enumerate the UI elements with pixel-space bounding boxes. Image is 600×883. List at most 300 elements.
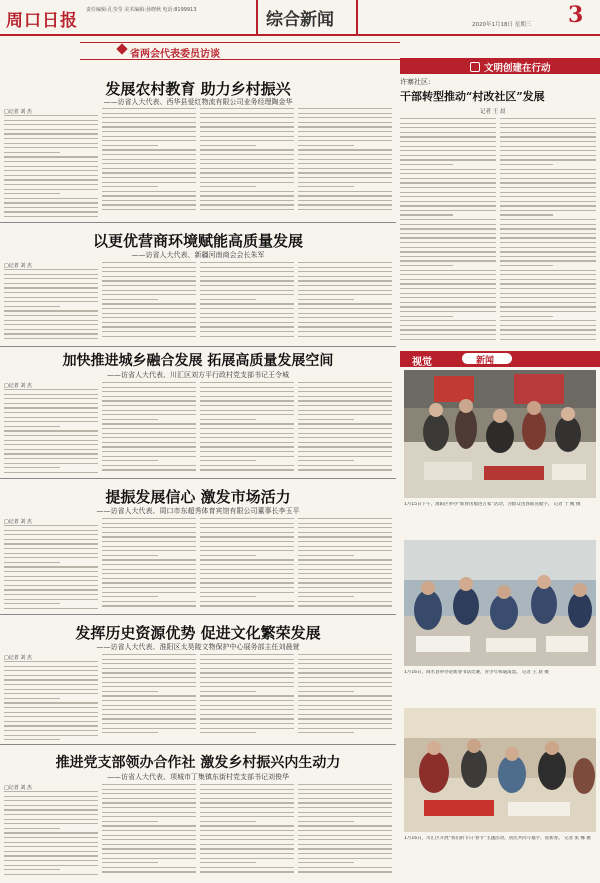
text-line bbox=[298, 546, 392, 547]
article-subtitle: ——访省人大代表、淮阳区太昊陵文物保护中心展务部主任刘晨萱 bbox=[96, 643, 300, 651]
text-line bbox=[298, 844, 392, 845]
text-line bbox=[102, 108, 196, 109]
text-line bbox=[4, 851, 98, 852]
text-line bbox=[102, 308, 196, 309]
text-line bbox=[298, 582, 392, 583]
text-line bbox=[4, 129, 98, 130]
text-line bbox=[200, 280, 294, 281]
text-line bbox=[400, 316, 453, 317]
text-line bbox=[200, 299, 256, 300]
text-line bbox=[298, 858, 392, 859]
text-line bbox=[298, 290, 392, 291]
text-line bbox=[200, 182, 294, 183]
text-line bbox=[4, 730, 98, 731]
text-line bbox=[298, 204, 392, 205]
text-line bbox=[102, 126, 196, 127]
text-line bbox=[200, 853, 294, 854]
article-byline: □记者 刘 杰 bbox=[4, 655, 32, 661]
text-line bbox=[298, 853, 392, 854]
text-line bbox=[200, 682, 294, 683]
text-line bbox=[298, 578, 392, 579]
article-text-column bbox=[298, 108, 392, 218]
news-photo-1 bbox=[404, 370, 596, 498]
text-line bbox=[4, 860, 98, 861]
text-line bbox=[102, 122, 196, 123]
text-line bbox=[500, 146, 596, 147]
text-line bbox=[102, 317, 196, 318]
text-line bbox=[500, 169, 596, 170]
text-line bbox=[102, 442, 196, 443]
text-line bbox=[200, 442, 294, 443]
text-line bbox=[200, 294, 294, 295]
text-line bbox=[200, 303, 294, 304]
text-line bbox=[400, 247, 496, 248]
text-line bbox=[4, 124, 98, 125]
text-line bbox=[200, 405, 294, 406]
text-line bbox=[102, 605, 196, 606]
text-line bbox=[102, 433, 196, 434]
text-line bbox=[102, 601, 196, 602]
text-line bbox=[102, 387, 196, 388]
text-line bbox=[200, 271, 294, 272]
text-line bbox=[4, 472, 98, 473]
text-line bbox=[102, 456, 196, 457]
text-line bbox=[298, 555, 354, 556]
text-line bbox=[102, 582, 196, 583]
text-line bbox=[500, 132, 596, 133]
text-line bbox=[4, 599, 98, 600]
photo-caption-2 bbox=[404, 670, 596, 706]
article-text-column bbox=[200, 262, 294, 342]
text-line bbox=[102, 186, 158, 187]
text-line bbox=[298, 871, 392, 872]
text-line bbox=[4, 800, 98, 801]
text-line bbox=[200, 536, 294, 537]
text-line bbox=[4, 421, 98, 422]
text-line bbox=[500, 297, 596, 298]
text-line bbox=[102, 705, 196, 706]
text-line bbox=[298, 326, 392, 327]
text-line bbox=[298, 428, 392, 429]
text-line bbox=[102, 423, 196, 424]
text-line bbox=[4, 805, 98, 806]
text-line bbox=[200, 807, 294, 808]
text-line bbox=[102, 578, 196, 579]
text-line bbox=[400, 118, 496, 119]
text-line bbox=[500, 205, 596, 206]
article-divider bbox=[0, 346, 396, 347]
text-line bbox=[500, 164, 553, 165]
text-line bbox=[500, 228, 596, 229]
photo-calligraphy-scene bbox=[404, 370, 596, 498]
text-line bbox=[102, 816, 196, 817]
text-line bbox=[102, 541, 196, 542]
text-line bbox=[4, 449, 98, 450]
text-line bbox=[298, 163, 392, 164]
text-line bbox=[400, 334, 496, 335]
text-line bbox=[298, 331, 392, 332]
text-line bbox=[4, 666, 98, 667]
text-line bbox=[200, 789, 294, 790]
text-line bbox=[4, 539, 98, 540]
article-text-column bbox=[298, 518, 392, 610]
text-line bbox=[200, 460, 256, 461]
text-line bbox=[200, 336, 294, 337]
text-line bbox=[200, 163, 294, 164]
text-line bbox=[4, 684, 98, 685]
text-line bbox=[102, 400, 196, 401]
text-line bbox=[4, 269, 98, 270]
text-line bbox=[200, 668, 294, 669]
text-line bbox=[298, 536, 392, 537]
text-line bbox=[102, 718, 196, 719]
text-line bbox=[400, 192, 496, 193]
text-line bbox=[102, 262, 196, 263]
text-line bbox=[298, 668, 392, 669]
text-line bbox=[200, 290, 294, 291]
text-line bbox=[102, 391, 196, 392]
text-line bbox=[200, 546, 294, 547]
text-line bbox=[4, 287, 98, 288]
text-line bbox=[102, 654, 196, 655]
article-title: 发挥历史资源优势 促进文化繁荣发展 bbox=[75, 624, 321, 642]
text-line bbox=[4, 301, 98, 302]
text-line bbox=[298, 569, 392, 570]
photo-credit: 记者 王 晨 摄 bbox=[522, 670, 549, 675]
text-line bbox=[200, 835, 294, 836]
text-line bbox=[4, 725, 98, 726]
text-line bbox=[298, 541, 392, 542]
text-line bbox=[4, 721, 98, 722]
news-tag-label: 新闻 bbox=[476, 356, 495, 366]
text-line bbox=[4, 661, 98, 662]
text-line bbox=[102, 682, 196, 683]
text-line bbox=[298, 654, 392, 655]
text-line bbox=[4, 161, 98, 162]
text-line bbox=[102, 419, 158, 420]
article-text-column bbox=[200, 518, 294, 610]
text-line bbox=[500, 178, 596, 179]
text-line bbox=[200, 204, 294, 205]
caption-text: 1月15日下午，淮阳区举办“新春送福进万家”活动，为群众送春联送福字。 bbox=[404, 502, 553, 507]
text-line bbox=[298, 113, 392, 114]
text-line bbox=[298, 200, 392, 201]
text-line bbox=[102, 527, 196, 528]
text-line bbox=[500, 256, 596, 257]
article-text-column bbox=[200, 108, 294, 218]
text-line bbox=[200, 523, 294, 524]
text-line bbox=[4, 576, 98, 577]
text-line bbox=[298, 117, 392, 118]
text-line bbox=[4, 557, 98, 558]
article-title: 加快推进城乡融合发展 拓展高质量发展空间 bbox=[62, 353, 334, 369]
civilization-banner-title: 文明创建在行动 bbox=[484, 63, 551, 74]
text-line bbox=[200, 550, 294, 551]
text-line bbox=[200, 555, 256, 556]
text-line bbox=[102, 113, 196, 114]
text-line bbox=[500, 279, 596, 280]
text-line bbox=[298, 714, 392, 715]
text-line bbox=[4, 306, 60, 307]
text-line bbox=[200, 592, 294, 593]
text-line bbox=[400, 219, 496, 220]
text-line bbox=[500, 270, 596, 271]
text-line bbox=[298, 830, 392, 831]
flag-icon bbox=[470, 62, 480, 72]
text-line bbox=[102, 280, 196, 281]
text-line bbox=[200, 149, 294, 150]
text-line bbox=[102, 285, 196, 286]
text-line bbox=[500, 306, 596, 307]
text-line bbox=[4, 832, 98, 833]
text-line bbox=[298, 186, 354, 187]
text-line bbox=[298, 191, 392, 192]
text-line bbox=[102, 825, 196, 826]
text-line bbox=[200, 848, 294, 849]
text-line bbox=[200, 276, 294, 277]
text-line bbox=[200, 844, 294, 845]
text-line bbox=[102, 536, 196, 537]
photo-caption-3 bbox=[404, 836, 596, 880]
article-byline: □记者 刘 杰 bbox=[4, 263, 32, 269]
text-line bbox=[500, 302, 596, 303]
text-line bbox=[102, 159, 196, 160]
text-line bbox=[4, 702, 98, 703]
text-line bbox=[4, 193, 60, 194]
text-line bbox=[102, 691, 158, 692]
text-line bbox=[102, 695, 196, 696]
text-line bbox=[200, 798, 294, 799]
text-line bbox=[500, 233, 596, 234]
text-line bbox=[200, 821, 256, 822]
text-line bbox=[102, 784, 196, 785]
text-line bbox=[200, 573, 294, 574]
text-line bbox=[102, 677, 196, 678]
text-line bbox=[102, 136, 196, 137]
text-line bbox=[400, 306, 496, 307]
text-line bbox=[200, 691, 256, 692]
text-line bbox=[200, 195, 294, 196]
text-line bbox=[500, 251, 596, 252]
text-line bbox=[4, 444, 98, 445]
text-line bbox=[298, 518, 392, 519]
text-line bbox=[400, 178, 496, 179]
text-line bbox=[4, 453, 98, 454]
text-line bbox=[102, 830, 196, 831]
text-line bbox=[102, 172, 196, 173]
article-title: 提振发展信心 激发市场活力 bbox=[105, 488, 291, 506]
text-line bbox=[200, 382, 294, 383]
text-line bbox=[298, 410, 392, 411]
text-line bbox=[500, 334, 596, 335]
text-line bbox=[4, 324, 98, 325]
text-line bbox=[500, 127, 596, 128]
text-line bbox=[102, 668, 196, 669]
text-line bbox=[200, 784, 294, 785]
text-line bbox=[200, 605, 294, 606]
text-line bbox=[200, 326, 294, 327]
text-line bbox=[400, 279, 496, 280]
text-line bbox=[200, 825, 294, 826]
text-line bbox=[4, 202, 98, 203]
page-number: 3 bbox=[568, 2, 584, 28]
article-text-column bbox=[4, 262, 98, 342]
article-title: 推进党支部领办合作社 激发乡村振兴内生动力 bbox=[55, 755, 341, 771]
text-line bbox=[298, 294, 392, 295]
text-line bbox=[102, 700, 196, 701]
text-line bbox=[400, 242, 496, 243]
text-line bbox=[400, 123, 496, 124]
text-line bbox=[4, 394, 98, 395]
text-line bbox=[400, 136, 496, 137]
text-line bbox=[500, 329, 596, 330]
text-line bbox=[102, 177, 196, 178]
text-line bbox=[102, 807, 196, 808]
text-line bbox=[298, 835, 392, 836]
text-line bbox=[200, 793, 294, 794]
text-line bbox=[4, 440, 98, 441]
text-line bbox=[200, 518, 294, 519]
text-line bbox=[4, 211, 98, 212]
text-line bbox=[102, 182, 196, 183]
text-line bbox=[102, 723, 196, 724]
text-line bbox=[400, 155, 496, 156]
text-line bbox=[102, 564, 196, 565]
text-line bbox=[102, 709, 196, 710]
text-line bbox=[102, 812, 196, 813]
text-line bbox=[400, 150, 496, 151]
text-line bbox=[500, 274, 596, 275]
text-line bbox=[400, 325, 496, 326]
text-line bbox=[200, 186, 256, 187]
text-line bbox=[200, 419, 256, 420]
text-line bbox=[102, 672, 196, 673]
text-line bbox=[200, 728, 294, 729]
text-line bbox=[298, 122, 392, 123]
text-line bbox=[200, 871, 294, 872]
text-line bbox=[102, 322, 196, 323]
text-line bbox=[400, 265, 453, 266]
text-line bbox=[500, 237, 596, 238]
text-line bbox=[4, 320, 98, 321]
text-line bbox=[102, 573, 196, 574]
article-title: 发展农村教育 助力乡村振兴 bbox=[105, 80, 291, 98]
article-subtitle: ——访省人大代表、新疆河南商会会长朱军 bbox=[131, 251, 265, 259]
text-line bbox=[4, 403, 98, 404]
text-line bbox=[102, 140, 196, 141]
text-line bbox=[102, 835, 196, 836]
article-text-column bbox=[200, 382, 294, 474]
text-line bbox=[102, 839, 196, 840]
issue-date: 2020年1月18日 星期三 bbox=[472, 22, 532, 28]
text-line bbox=[200, 391, 294, 392]
text-line bbox=[298, 285, 392, 286]
text-line bbox=[298, 592, 392, 593]
text-line bbox=[298, 559, 392, 560]
text-line bbox=[4, 679, 98, 680]
text-line bbox=[298, 400, 392, 401]
text-line bbox=[298, 807, 392, 808]
text-line bbox=[200, 718, 294, 719]
text-line bbox=[4, 553, 98, 554]
section-divider bbox=[256, 0, 258, 34]
text-line bbox=[200, 587, 294, 588]
article-byline: □记者 刘 杰 bbox=[4, 785, 32, 791]
text-line bbox=[400, 169, 496, 170]
news-photo-2 bbox=[404, 540, 596, 666]
text-line bbox=[4, 689, 98, 690]
text-line bbox=[298, 839, 392, 840]
text-line bbox=[298, 336, 392, 337]
text-line bbox=[102, 844, 196, 845]
text-line bbox=[4, 463, 98, 464]
article-text-column bbox=[4, 382, 98, 474]
text-line bbox=[400, 311, 496, 312]
text-line bbox=[200, 527, 294, 528]
text-line bbox=[500, 316, 553, 317]
text-line bbox=[200, 113, 294, 114]
text-line bbox=[4, 791, 98, 792]
text-line bbox=[298, 442, 392, 443]
article-subtitle: ——访省人大代表、西华县爱红物流有限公司业务经理陶金华 bbox=[103, 98, 293, 106]
article-text-column bbox=[102, 518, 196, 610]
text-line bbox=[500, 265, 553, 266]
text-line bbox=[102, 145, 158, 146]
text-line bbox=[4, 207, 98, 208]
article-text-column bbox=[4, 784, 98, 878]
right-article-title: 干部转型推动“村改社区”发展 bbox=[400, 90, 545, 103]
text-line bbox=[298, 465, 392, 466]
text-line bbox=[102, 469, 196, 470]
caption-text: 1月16日，商水县举办迎新春书法比赛，青少年挥毫泼墨。 bbox=[404, 670, 521, 675]
text-line bbox=[4, 585, 98, 586]
text-line bbox=[102, 587, 196, 588]
text-line bbox=[400, 293, 496, 294]
text-line bbox=[298, 700, 392, 701]
text-line bbox=[400, 224, 496, 225]
text-line bbox=[200, 858, 294, 859]
text-line bbox=[400, 210, 496, 211]
text-line bbox=[500, 136, 596, 137]
article-text-column bbox=[102, 108, 196, 218]
text-line bbox=[500, 150, 596, 151]
text-line bbox=[200, 122, 294, 123]
article-text-column bbox=[4, 108, 98, 218]
text-line bbox=[102, 149, 196, 150]
text-line bbox=[4, 874, 98, 875]
text-line bbox=[500, 224, 596, 225]
text-line bbox=[102, 596, 158, 597]
text-line bbox=[200, 308, 294, 309]
text-line bbox=[200, 322, 294, 323]
text-line bbox=[500, 288, 596, 289]
text-line bbox=[4, 837, 98, 838]
article-text-column bbox=[298, 382, 392, 474]
text-line bbox=[298, 387, 392, 388]
text-line bbox=[298, 145, 354, 146]
text-line bbox=[4, 278, 98, 279]
text-line bbox=[298, 793, 392, 794]
text-line bbox=[200, 168, 294, 169]
text-line bbox=[500, 173, 596, 174]
text-line bbox=[200, 663, 294, 664]
text-line bbox=[102, 858, 196, 859]
text-line bbox=[298, 862, 354, 863]
text-line bbox=[200, 465, 294, 466]
text-line bbox=[298, 718, 392, 719]
text-line bbox=[102, 592, 196, 593]
text-line bbox=[500, 214, 553, 215]
